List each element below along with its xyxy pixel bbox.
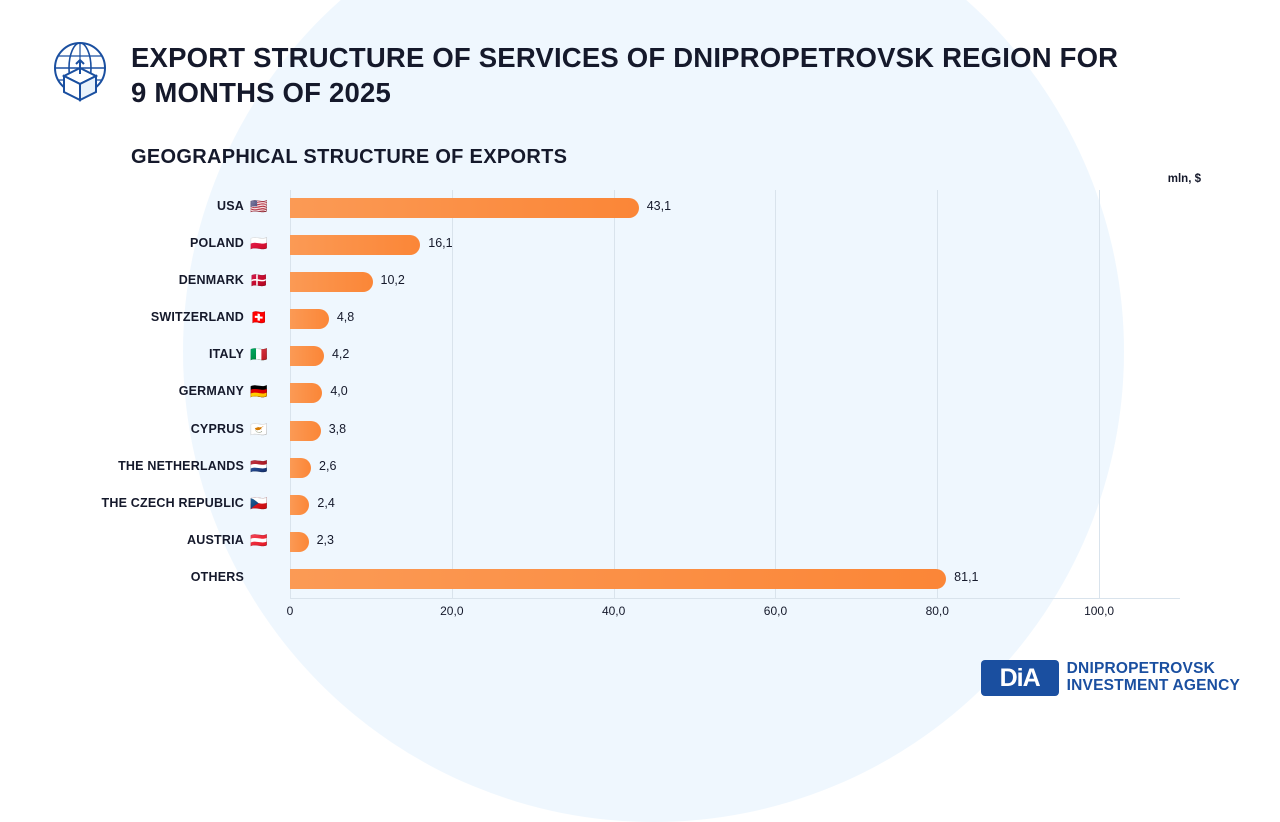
country-flag-icon: 🇺🇸 <box>250 198 268 214</box>
dia-logo-line2: INVESTMENT AGENCY <box>1066 677 1240 694</box>
category-label: OTHERS <box>190 569 244 584</box>
bar-value-label: 2,3 <box>316 532 334 547</box>
bar-value-label: 43,1 <box>646 199 672 213</box>
country-flag-icon: 🇮🇹 <box>250 346 268 363</box>
chart-row <box>290 190 1180 226</box>
chart-plot-area <box>290 190 1180 598</box>
chart-row <box>290 375 1180 411</box>
category-label: SWITZERLAND <box>150 310 244 325</box>
bar[interactable] <box>290 532 309 552</box>
chart-row <box>290 338 1180 374</box>
category-label: AUSTRIA <box>187 532 244 547</box>
bar[interactable] <box>290 569 946 589</box>
country-flag-icon: 🇩🇰 <box>250 272 268 289</box>
country-flag-icon: 🇳🇱 <box>250 457 268 474</box>
category-label: THE CZECH REPUBLIC <box>101 495 244 510</box>
dia-agency-logo <box>981 660 1240 696</box>
country-flag-icon: 🇩🇪 <box>250 383 268 400</box>
bar-value-label: 81,1 <box>954 569 979 584</box>
chart-row <box>290 450 1180 486</box>
category-label: ITALY <box>208 347 244 362</box>
bar-value-label: 2,4 <box>317 495 335 510</box>
page-header <box>0 0 1280 185</box>
x-axis-tick-label: 20,0 <box>440 604 464 618</box>
dia-logo-mark: DiA <box>981 660 1059 696</box>
country-flag-icon: 🇦🇹 <box>250 531 268 548</box>
country-flag-icon: 🇨🇭 <box>250 309 268 326</box>
chart-row <box>290 264 1180 300</box>
chart-row <box>290 413 1180 449</box>
page-title: EXPORT STRUCTURE OF SERVICES OF DNIPROPETROVSK REGION FOR 9 MONTHS OF 2025 <box>131 42 1119 109</box>
bar[interactable] <box>290 383 322 403</box>
bar-value-label: 4,0 <box>330 384 348 399</box>
bar-value-label: 16,1 <box>428 236 453 251</box>
chart-row <box>290 227 1180 263</box>
chart-row <box>290 487 1180 523</box>
chart-row <box>290 561 1180 597</box>
bar[interactable] <box>290 458 311 478</box>
category-label: USA <box>217 199 244 213</box>
category-label: CYPRUS <box>190 421 244 436</box>
bar-value-label: 3,8 <box>328 421 347 436</box>
bar-chart <box>0 190 1280 640</box>
x-axis-line <box>290 598 1180 599</box>
country-flag-icon: 🇨🇾 <box>250 420 268 437</box>
x-axis-tick-label: 0 <box>286 604 294 618</box>
x-axis-tick-label: 60,0 <box>763 604 788 618</box>
bar-value-label: 2,6 <box>319 458 337 473</box>
bar[interactable] <box>290 346 324 366</box>
bar-value-label: 4,8 <box>336 310 355 325</box>
bar[interactable] <box>290 495 309 515</box>
x-axis-tick-label: 40,0 <box>601 604 626 618</box>
bar-value-label: 4,2 <box>331 347 350 362</box>
chart-row <box>290 524 1180 560</box>
dia-logo-line1: DNIPROPETROVSK <box>1066 660 1216 678</box>
category-label: POLAND <box>190 236 244 251</box>
chart-row <box>290 301 1180 337</box>
bar[interactable] <box>290 235 420 255</box>
chart-subtitle: GEOGRAPHICAL STRUCTURE OF EXPORTS <box>131 146 568 168</box>
category-label: THE NETHERLANDS <box>118 458 244 473</box>
bar[interactable] <box>290 309 329 329</box>
globe-box-icon <box>46 38 114 106</box>
x-axis-tick-label: 100,0 <box>1084 604 1115 618</box>
x-axis-tick-label: 80,0 <box>925 604 949 618</box>
country-flag-icon: 🇨🇿 <box>250 494 268 511</box>
category-label: DENMARK <box>178 273 244 288</box>
bar[interactable] <box>290 272 373 292</box>
bar[interactable] <box>290 198 639 218</box>
country-flag-icon: 🇵🇱 <box>250 235 268 252</box>
bar-value-label: 10,2 <box>380 273 405 288</box>
bar[interactable] <box>290 421 321 441</box>
axis-units-label: mln, $ <box>1167 173 1201 185</box>
category-label: GERMANY <box>178 384 244 399</box>
